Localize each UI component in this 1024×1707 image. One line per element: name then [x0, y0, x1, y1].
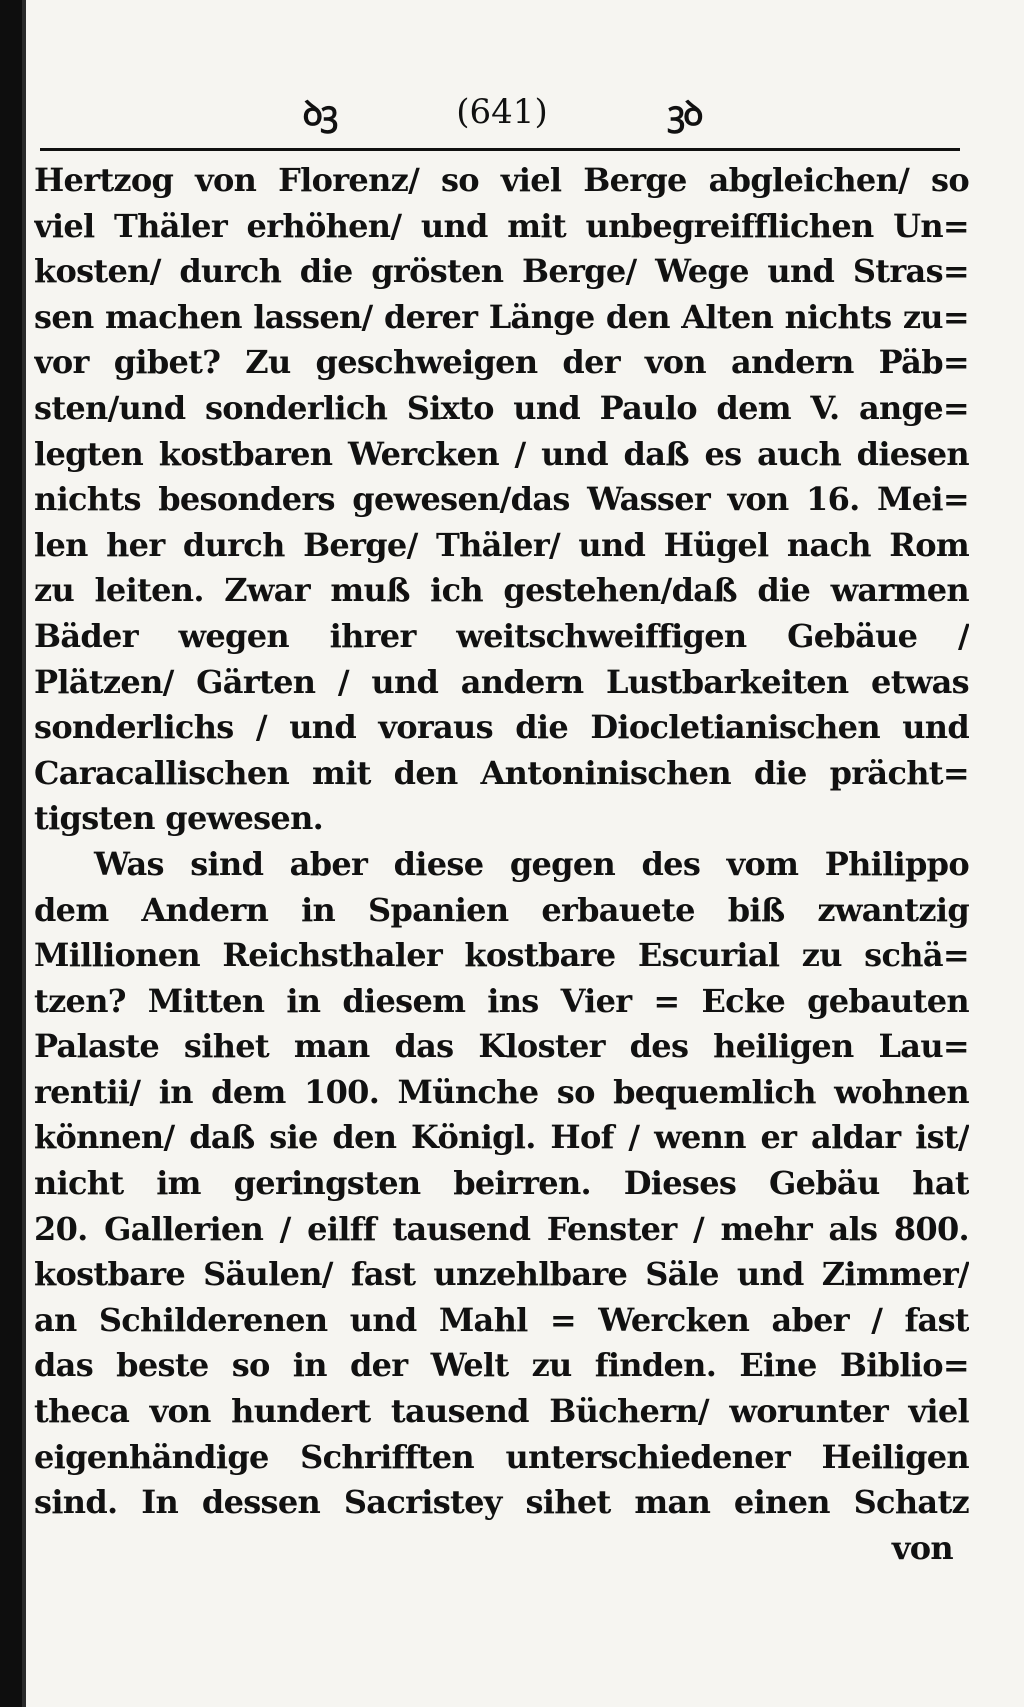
text-line: an Schilderenen und Mahl = Wercken aber / fast [34, 1300, 969, 1339]
book-page [22, 0, 1024, 1707]
text-line: zu leiten. Zwar muß ich gestehen/daß die warmen [34, 571, 969, 610]
text-line: sen machen lassen/ derer Länge den Alten nichts zu= [34, 297, 969, 336]
page-header [42, 88, 962, 136]
text-line: tzen? Mitten in diesem ins Vier = Ecke gebauten [34, 981, 969, 1020]
text-line: viel Thäler erhöhen/ und mit unbegreifflichen Un= [34, 206, 969, 245]
text-line: das beste so in der Welt zu finden. Eine Biblio= [34, 1346, 969, 1385]
catchword: von [891, 1528, 953, 1567]
text-line: nicht im geringsten beirren. Dieses Gebäu hat [34, 1164, 969, 1203]
text-line: eigenhändige Schrifften unterschiedener Heiligen [34, 1437, 969, 1476]
text-line: nichts besonders gewesen/das Wasser von 16. Mei= [34, 480, 969, 519]
text-line: rentii/ in dem 100. Münche so bequemlich wohnen [34, 1072, 969, 1111]
page-number: (641) [456, 92, 548, 132]
text-line: sind. In dessen Sacristey sihet man einen Schatz [34, 1483, 969, 1522]
left-header-ornament: ꝺꝫ [302, 94, 337, 134]
header-rule [40, 148, 960, 151]
text-line: legten kostbaren Wercken / und daß es auch diesen [34, 434, 969, 473]
text-line: len her durch Berge/ Thäler/ und Hügel nach Rom [34, 525, 969, 564]
body-text [34, 158, 969, 1571]
book-gutter-edge [0, 0, 22, 1707]
text-line: 20. Gallerien / eilff tausend Fenster / mehr als 800. [34, 1209, 969, 1248]
text-line: sonderlichs / und voraus die Diocletianischen und [34, 708, 969, 747]
text-line: theca von hundert tausend Büchern/ worunter viel [34, 1392, 969, 1431]
text-line: können/ daß sie den Königl. Hof / wenn er aldar ist/ [34, 1118, 969, 1157]
text-line: dem Andern in Spanien erbauete biß zwantzig [34, 890, 969, 929]
text-line: Plätzen/ Gärten / und andern Lustbarkeiten etwas [34, 662, 969, 701]
text-line: sten/und sonderlich Sixto und Paulo dem V. ange= [34, 388, 969, 427]
text-line: Hertzog von Florenz/ so viel Berge abgleichen/ so [34, 161, 969, 199]
text-line: Palaste sihet man das Kloster des heiligen Lau= [34, 1027, 969, 1066]
text-line: Bäder wegen ihrer weitschweiffigen Gebäue / [34, 616, 969, 655]
text-line: Caracallischen mit den Antoninischen die prächt= [34, 753, 969, 792]
text-line: kostbare Säulen/ fast unzehlbare Säle und Zimmer/ [34, 1255, 969, 1294]
paragraph-start-line: Was sind aber diese gegen des vom Philippo [94, 844, 969, 883]
text-line: Millionen Reichsthaler kostbare Escurial zu schä= [34, 936, 969, 975]
right-header-ornament: ꝫꝺ [667, 94, 702, 134]
text-line: vor gibet? Zu geschweigen der von andern Päb= [34, 343, 969, 382]
text-line: kosten/ durch die grösten Berge/ Wege und Stras= [34, 252, 969, 291]
paragraph-end-line: tigsten gewesen. [34, 799, 324, 838]
